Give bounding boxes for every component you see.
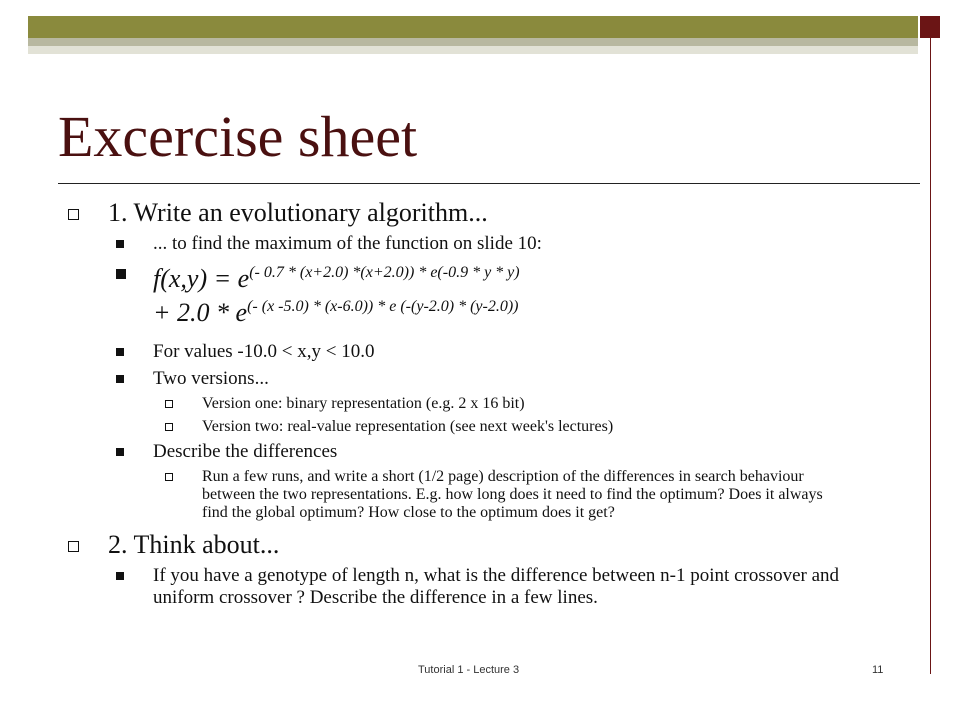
corner-accent-box bbox=[920, 16, 940, 38]
filled-square-bullet-icon bbox=[116, 269, 126, 279]
bullet-1-sub-4: Describe the differences bbox=[68, 441, 928, 463]
right-accent-line bbox=[930, 38, 931, 674]
footer-label: Tutorial 1 - Lecture 3 bbox=[418, 664, 520, 676]
page-number: 11 bbox=[872, 664, 884, 676]
filled-square-bullet-icon bbox=[116, 240, 124, 248]
bullet-2-sub-1: If you have a genotype of length n, what is the difference between n-1 point crossover and uniform crossover ? Describe the difference in a few lines. bbox=[68, 565, 873, 609]
header-bar-light bbox=[28, 46, 918, 54]
slide-content bbox=[68, 194, 928, 609]
bullet-1-sub-3-a: Version one: binary representation (e.g. 2 x 16 bit) bbox=[68, 395, 928, 413]
bullet-1: 1. Write an evolutionary algorithm... bbox=[68, 198, 928, 228]
hollow-square-bullet-icon bbox=[68, 209, 79, 220]
bullet-1-sub-1: ... to find the maximum of the function on slide 10: bbox=[68, 233, 928, 255]
hollow-square-bullet-icon bbox=[165, 473, 173, 481]
filled-square-bullet-icon bbox=[116, 375, 124, 383]
formula-line-2: + $2.0 * e^{(- (x -5.0) * (x-6.0)) * e (-(y-2.0) * (y-2.0))}$ bbox=[153, 298, 519, 327]
hollow-square-bullet-icon bbox=[68, 541, 79, 552]
bullet-1-sub-3-b: Version two: real-value representation (see next week's lectures) bbox=[68, 418, 928, 436]
hollow-square-bullet-icon bbox=[165, 423, 173, 431]
header-bar-olive bbox=[28, 16, 918, 38]
title-divider bbox=[58, 183, 920, 184]
slide-title: Excercise sheet bbox=[58, 104, 418, 169]
filled-square-bullet-icon bbox=[116, 572, 124, 580]
bullet-1-sub-2: For values -10.0 < x,y < 10.0 bbox=[68, 341, 928, 363]
bullet-2: 2. Think about... bbox=[68, 530, 928, 560]
formula-line-1: $f(x,y) = e^{(- 0.7 * (x+2.0) *(x+2.0)) * e(-0.9 * y * y)}$ bbox=[68, 259, 928, 293]
filled-square-bullet-icon bbox=[116, 448, 124, 456]
filled-square-bullet-icon bbox=[116, 348, 124, 356]
hollow-square-bullet-icon bbox=[165, 400, 173, 408]
bullet-1-sub-3: Two versions... bbox=[68, 368, 928, 390]
bullet-1-sub-4-a: Run a few runs, and write a short (1/2 page) description of the differences in search behaviour between the two representations. E.g. how long does it need to find the optimum? Does it always find the global optimum? How close to the optimum does it get? bbox=[68, 468, 852, 522]
header-bar-gray bbox=[28, 38, 918, 46]
